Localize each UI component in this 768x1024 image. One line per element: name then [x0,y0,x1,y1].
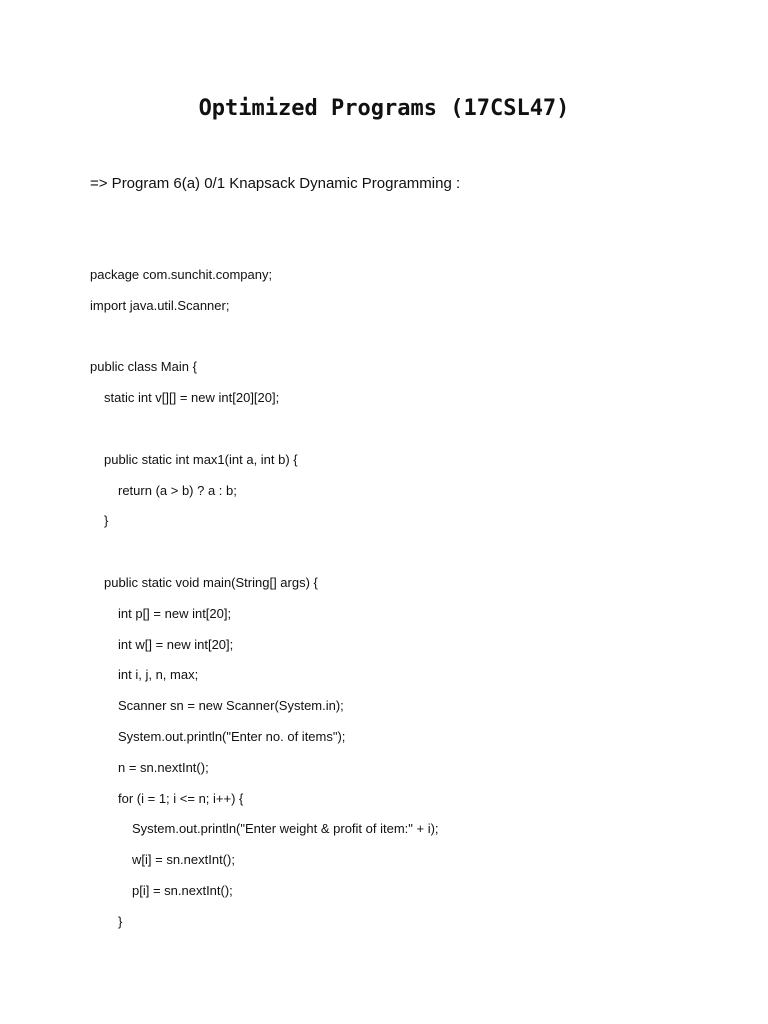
code-line: Scanner sn = new Scanner(System.in); [118,698,344,714]
code-line: } [104,513,109,529]
code-line: public static void main(String[] args) { [104,574,318,590]
code-listing [90,264,439,942]
code-line: int w[] = new int[20]; [118,636,234,652]
program-heading: => Program 6(a) 0/1 Knapsack Dynamic Programming : [90,175,461,192]
code-line: System.out.println("Enter weight & profit of item:" + i); [132,821,439,837]
document-title: Optimized Programs (17CSL47) [198,96,570,121]
code-line: } [118,913,123,929]
code-line: int i, j, n, max; [118,667,199,683]
code-line: for (i = 1; i <= n; i++) { [118,790,244,806]
code-line: int p[] = new int[20]; [118,605,232,621]
code-line: public static int max1(int a, int b) { [104,451,298,467]
code-line: import java.util.Scanner; [90,297,230,313]
code-line: package com.sunchit.company; [90,267,273,282]
code-line: w[i] = sn.nextInt(); [132,852,235,868]
code-line [90,326,439,357]
code-line: static int v[][] = new int[20][20]; [104,390,280,406]
code-line: return (a > b) ? a : b; [118,482,237,498]
code-line: System.out.println("Enter no. of items"); [118,728,346,744]
code-line [90,418,439,449]
code-line: n = sn.nextInt(); [118,759,209,775]
code-line: p[i] = sn.nextInt(); [132,882,233,898]
code-line [90,541,439,572]
code-line: public class Main { [90,359,197,375]
